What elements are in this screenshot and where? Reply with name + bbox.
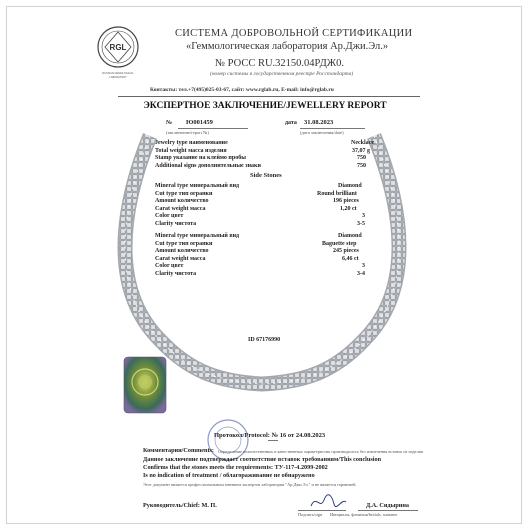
item-value-0: Necklace [351,140,374,146]
stones1-label-1: Cut type тип огранки [155,190,213,197]
svg-text:LABORATORY: LABORATORY [109,76,127,79]
item-value-2: 750 [357,155,366,161]
sign-caption: Подпись/sign [298,512,323,517]
report-number: Ю001459 [186,119,213,126]
stones2-value-4: 3 [362,263,365,269]
item-value-3: 750 [357,162,366,169]
stones1-value-5: 3-5 [357,220,365,227]
header-line-1: СИСТЕМА ДОБРОВОЛЬНОЙ СЕРТИФИКАЦИИ [175,28,413,39]
stones1-value-0: Diamond [338,183,362,189]
hologram-seal [123,356,167,414]
stones1-label-2: Amount количество [155,198,209,204]
handwritten-signature [308,492,348,512]
stones1-value-2: 196 pieces [333,198,359,204]
item-value-1: 37,07 g [352,147,370,154]
comments-note: Определение количественных и качественных характеристик производилось без извлечения вставок из изделия [218,448,423,454]
date-label: дата [285,120,297,126]
stones2-label-5: Clarity чистота [155,270,197,277]
stones1-value-1: Round brilliant [317,190,357,197]
stones1-value-4: 3 [362,213,365,219]
stones2-label-2: Amount количество [155,248,209,254]
disclaimer: Этот документ является профессиональным мнением экспертов лаборатории "Ар.Джи.Эл." и не является гарантией. [143,482,357,487]
stones2-label-1: Cut type тип огранки [155,240,213,247]
comments-label: Комментарии/Comments: [143,447,214,454]
registration-note: (номер системы в государственном реестре Росстандарта) [210,71,354,77]
header-line-2: «Геммологическая лаборатория Ар.Джи.Эл.» [186,41,389,52]
item-label-3: Additional signs дополнительные знаки [155,162,261,169]
protocol: Протокол/Protocol: № 16 от 24.08.2023 [214,432,326,439]
report-date: 31.08.2023 [304,119,334,126]
stones2-value-3: 6,46 ct [342,255,359,262]
stones2-value-2: 245 pieces [333,248,359,254]
chief-label: Руководитель/Chief: М. П. [143,502,217,509]
rgl-logo [95,25,141,83]
stones1-label-0: Mineral type минеральный вид [155,183,240,189]
registration-number: № РОСС RU.32150.04РДЖ0. [215,58,345,69]
header-divider [118,96,420,97]
stones2-label-4: Color цвет [155,263,184,269]
contacts: Контакты: тел.+7(495)025-03-67, сайт: www.rglab.ru, E-mail: info@rglab.ru [150,87,334,93]
logo-text: RGL [109,43,127,52]
stones1-value-3: 1,20 ct [340,205,357,212]
report-number-prefix: № [166,120,173,126]
conclusion-line-3: Is no indication of treatment / облагораживание не обнаружено [143,472,315,479]
stones2-value-1: Baguette step [322,240,357,247]
report-number-caption: (заключение/report №) [166,130,209,135]
stones2-value-5: 3-4 [357,270,365,277]
stones2-label-0: Mineral type минеральный вид [155,233,240,239]
stones2-value-0: Diamond [338,233,362,239]
stones1-label-3: Carat weight масса [155,205,206,212]
item-label-0: Jewelry type наименование [155,140,228,146]
stones1-label-5: Clarity чистота [155,220,197,227]
stones1-label-4: Color цвет [155,213,184,219]
name-caption: Инициалы, фамилия/Initials, surname [330,512,398,517]
date-caption: (дата заключения/date) [300,130,344,135]
stones2-label-3: Carat weight масса [155,255,206,262]
expert-name: Д.А. Сидырина [366,502,410,509]
conclusion-line-1: Данное заключение подтверждает соответствие вставок требованиям/This conclusion [143,456,382,463]
report-title: ЭКСПЕРТНОЕ ЗАКЛЮЧЕНИЕ/JEWELLERY REPORT [143,101,387,111]
photo-id: ID 67176990 [248,337,281,343]
svg-text:RUSSIAN GEMOLOGICAL: RUSSIAN GEMOLOGICAL [102,72,134,75]
item-label-1: Total weight масса изделия [155,147,227,154]
item-label-2: Stamp указание на клеймо пробы [155,155,246,161]
side-stones-heading: Side Stones [250,172,282,179]
conclusion-line-2: Confirms that the stones meets the requirements: ТУ-117-4.2099-2002 [143,464,328,471]
